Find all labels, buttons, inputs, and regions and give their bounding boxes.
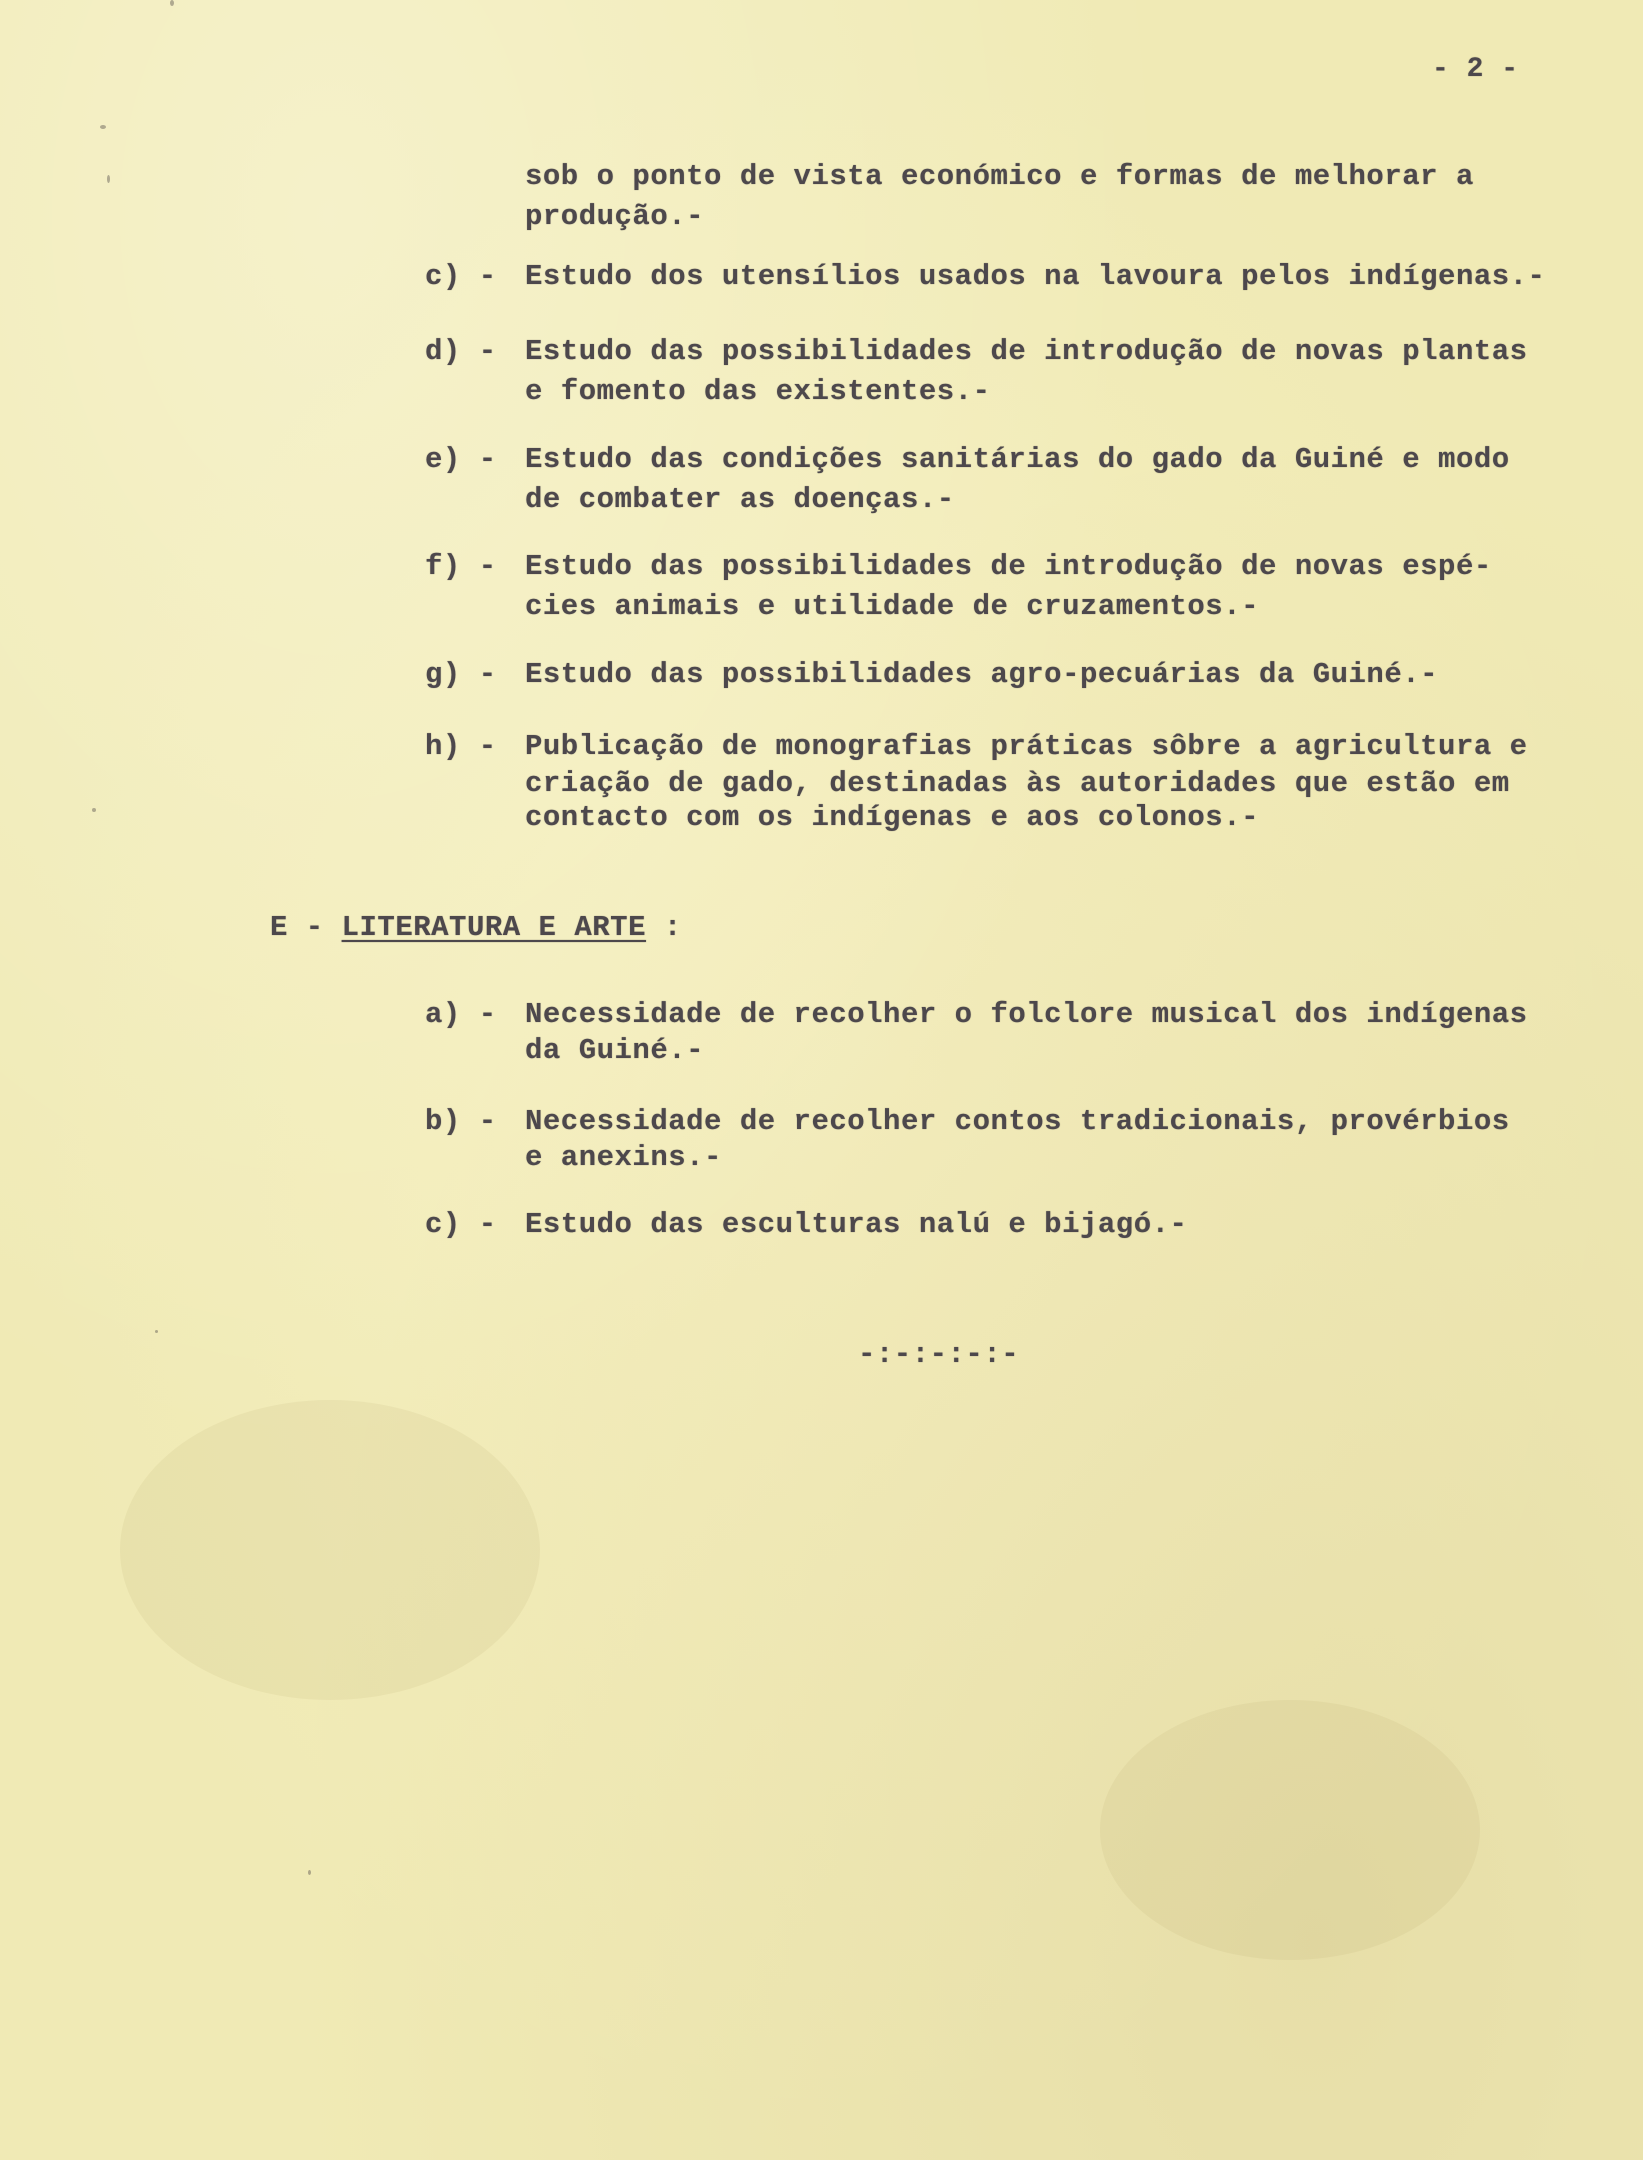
continuation-paragraph	[525, 157, 1605, 237]
text-line	[425, 547, 1625, 587]
item-text: Publicação de monografias práticas sôbre a agricultura e	[525, 730, 1528, 763]
text-line	[425, 440, 1625, 480]
section-title: LITERATURA E ARTE	[341, 911, 646, 944]
text-line	[425, 1102, 1625, 1142]
paper-speck	[170, 0, 174, 6]
list-item-c-literature	[425, 1205, 1625, 1245]
text-line	[425, 655, 1625, 695]
item-text: criação de gado, destinadas às autoridades que estão em	[525, 767, 1510, 800]
item-text: Estudo das condições sanitárias do gado da Guiné e modo	[525, 443, 1510, 476]
list-item-d	[425, 332, 1625, 412]
item-text: Estudo das esculturas nalú e bijagó.-	[525, 1208, 1188, 1241]
list-item-b	[425, 1102, 1625, 1174]
text-line	[425, 1205, 1625, 1245]
item-text: da Guiné.-	[525, 1034, 705, 1067]
paper-speck	[308, 1870, 311, 1875]
paper-stain	[120, 1400, 540, 1700]
list-item-f	[425, 547, 1625, 627]
item-marker: c) -	[425, 260, 497, 293]
item-text: de combater as doenças.-	[525, 483, 955, 516]
item-marker: f) -	[425, 550, 497, 583]
text-line: produção.-	[525, 200, 705, 233]
section-suffix: :	[645, 911, 682, 944]
page-number: - 2 -	[1432, 54, 1519, 85]
item-text: Estudo dos utensílios usados na lavoura pelos indígenas.-	[525, 260, 1546, 293]
item-text: Estudo das possibilidades de introdução de novas espé-	[525, 550, 1492, 583]
list-item-g	[425, 655, 1625, 695]
item-marker: d) -	[425, 335, 497, 368]
text-line	[425, 727, 1625, 767]
list-item-h	[425, 727, 1625, 835]
item-marker: c) -	[425, 1208, 497, 1241]
text-line	[425, 995, 1625, 1035]
item-marker: g) -	[425, 658, 497, 691]
list-item-e	[425, 440, 1625, 520]
paper-speck	[92, 808, 96, 812]
item-text: cies animais e utilidade de cruzamentos.-	[525, 590, 1260, 623]
paper-speck	[100, 125, 106, 129]
item-text: contacto com os indígenas e aos colonos.-	[525, 801, 1260, 834]
item-marker: a) -	[425, 998, 497, 1031]
list-item-c	[425, 257, 1625, 297]
item-marker: b) -	[425, 1105, 497, 1138]
text-line: sob o ponto de vista económico e formas de melhorar a	[525, 160, 1474, 193]
item-text: e fomento das existentes.-	[525, 375, 991, 408]
item-marker: h) -	[425, 730, 497, 763]
item-text: Necessidade de recolher contos tradicionais, provérbios	[525, 1105, 1510, 1138]
section-heading-e	[270, 908, 682, 948]
section-prefix: E -	[270, 911, 342, 944]
paper-stain	[1100, 1700, 1480, 1960]
text-line	[425, 257, 1625, 297]
item-marker: e) -	[425, 443, 497, 476]
item-text: Estudo das possibilidades agro-pecuárias da Guiné.-	[525, 658, 1439, 691]
item-text: Necessidade de recolher o folclore musical dos indígenas	[525, 998, 1528, 1031]
paper-speck	[107, 175, 110, 183]
item-text: e anexins.-	[525, 1141, 722, 1174]
paper-speck	[155, 1330, 158, 1333]
end-mark: -:-:-:-:-	[858, 1338, 1020, 1371]
list-item-a	[425, 995, 1625, 1067]
item-text: Estudo das possibilidades de introdução de novas plantas	[525, 335, 1528, 368]
text-line	[425, 332, 1625, 372]
